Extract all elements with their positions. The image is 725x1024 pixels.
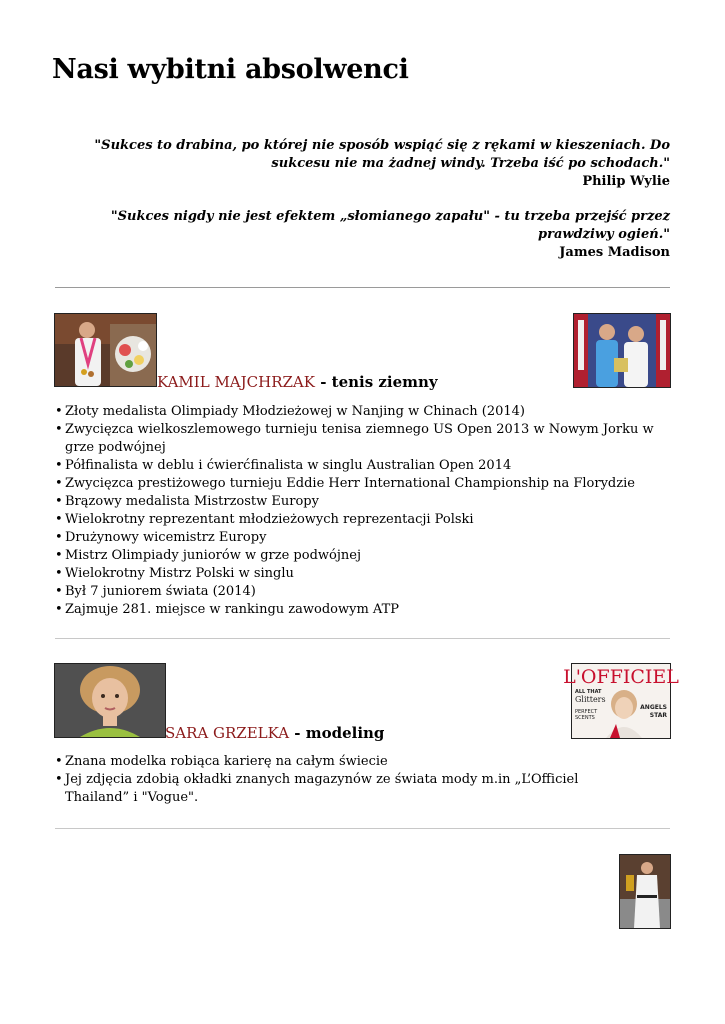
graduate-heading-kamil [157, 373, 438, 391]
section-divider [55, 287, 670, 288]
magazine-line: PERFECT [575, 709, 598, 715]
list-item: • Drużynowy wicemistrz Europy [55, 529, 655, 547]
graduate-name: KAMIL MAJCHRZAK [157, 373, 315, 391]
sara-portrait-photo [54, 663, 166, 738]
page-title: Nasi wybitni absolwenci [52, 54, 409, 85]
graduate-name: SARA GRZELKA [165, 724, 290, 742]
magazine-line: ALL THAT [575, 689, 602, 695]
list-item: • Wielokrotny Mistrz Polski w singlu [55, 565, 655, 583]
list-item: • Znana modelka robiąca karierę na całym świecie [55, 753, 620, 771]
magazine-line: SCENTS [575, 715, 595, 721]
graduate-heading-sara [165, 724, 384, 742]
list-item: • Zwycięzca prestiżowego turnieju Eddie Herr International Championship na Florydzie [55, 475, 655, 493]
kamil-trophy-photo [573, 313, 671, 388]
list-item: • Był 7 juniorem świata (2014) [55, 583, 655, 601]
list-item: • Mistrz Olimpiady juniorów w grze podwójnej [55, 547, 655, 565]
quote-text: "Sukces to drabina, po której nie sposób wspiąć się z rękami w kieszeniach. Do sukcesu nie ma żadnej windy. Trzeba iść po schodach." [94, 138, 670, 171]
magazine-line: STAR [649, 712, 667, 719]
list-item: • Brązowy medalista Mistrzostw Europy [55, 493, 655, 511]
magazine-line: Glitters [575, 695, 606, 704]
list-item: • Zwycięzca wielkoszlemowego turnieju tenisa ziemnego US Open 2013 w Nowym Jorku w grze podwójnej [55, 421, 655, 457]
sara-magazine-cover [563, 663, 679, 739]
section-divider [55, 828, 670, 829]
section-divider [55, 638, 670, 639]
magazine-masthead: L'OFFICIEL [563, 666, 679, 688]
list-item: • Wielokrotny reprezentant młodzieżowych reprezentacji Polski [55, 511, 655, 529]
quote-author: Philip Wylie [582, 174, 670, 189]
list-item: • Złoty medalista Olimpiady Młodzieżowej w Nanjing w Chinach (2014) [55, 403, 655, 421]
kamil-medal-photo [54, 313, 157, 387]
list-item: • Zajmuje 281. miejsce w rankingu zawodowym ATP [55, 601, 655, 619]
quote-text: "Sukces nigdy nie jest efektem „słomianego zapału" - tu trzeba przejść przez prawdziwy ogień." [110, 209, 670, 242]
achievement-list-kamil [55, 403, 655, 619]
third-graduate-photo [619, 854, 671, 929]
list-item: • Półfinalista w deblu i ćwierćfinalista w singlu Australian Open 2014 [55, 457, 655, 475]
graduate-discipline: - modeling [289, 724, 385, 742]
magazine-line: ANGELS [640, 704, 667, 711]
quote-2 [62, 208, 670, 262]
achievement-list-sara [55, 753, 620, 807]
quote-author: James Madison [559, 245, 670, 260]
quote-1 [62, 137, 670, 191]
list-item: • Jej zdjęcia zdobią okładki znanych magazynów ze świata mody m.in „L’Officiel Thailand” i "Vogue". [55, 771, 620, 807]
graduate-discipline: - tenis ziemny [314, 373, 438, 391]
